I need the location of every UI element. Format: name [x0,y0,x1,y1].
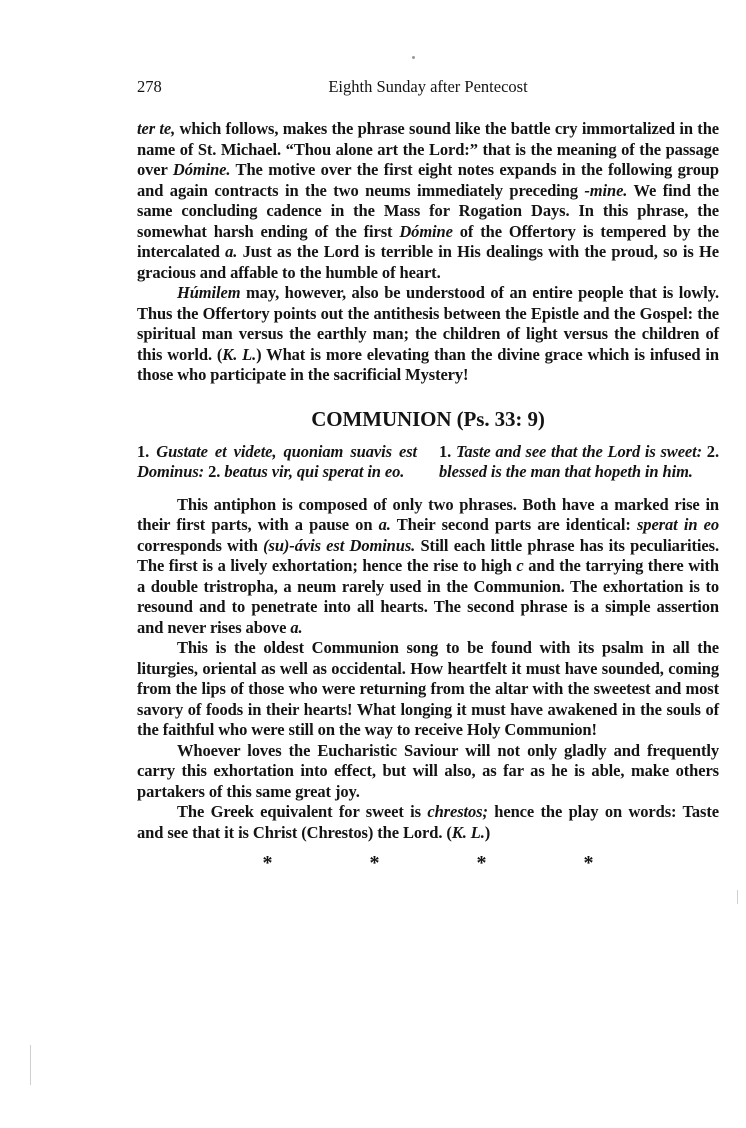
text-run: may, however, also be understood of an entire people that is lowly. Thus the Offertory points out the antithesis between the Epistle and the Gospel: the spiritual man versus the earthly man; the children of light versus the children of this world. ( [137,283,719,364]
latin-term: Dómine. [172,160,231,179]
latin-verse: beatus vir, qui sperat in eo. [224,462,405,481]
latin-term: (su)-ávis est Dominus. [263,535,416,555]
latin-term: ter te, [137,119,176,138]
scan-speck [412,56,415,59]
section-title [137,406,719,432]
section-separator: * * * * [262,852,640,874]
latin-term: Dómine [399,221,453,241]
english-column [439,442,719,483]
page-header [137,76,719,98]
text-run: of the Offertory is tempered by the intercalated [137,221,719,261]
text-run: Just as the Lord is terrible in His dealings with the proud, so is He gracious and affable to the humble of heart. [137,242,719,282]
english-verse: blessed is the man that hopeth in him. [439,462,693,481]
running-title: Eighth Sunday after Pentecost [328,77,528,96]
citation: K. L. [451,822,485,842]
page-number: 278 [137,77,162,96]
citation: K. L. [222,344,257,364]
paragraph-4: This is the oldest Communion song to be found with its psalm in all the liturgies, oriental as well as occidental. How heartfelt it must have sounded, coming from the lips of those who were returning from the altar with the sweetest and most savory of foods in their hearts! What longing it must have awakened in the souls of the faithful who were still on the way to receive Holy Communion! [137,638,719,739]
section-title-text: COMMUNION [311,406,452,431]
verse-number: 1. [137,441,150,461]
text-run: Still each little phrase has its peculiarities. The first is a lively exhortation; hence the rise to high [137,535,719,575]
paragraph-3 [137,495,719,639]
latin-term: Húmilem [177,283,241,302]
note-name: a. [225,242,238,261]
scan-edge-mark [737,890,738,904]
text-run: ) [484,822,491,842]
note-name: a. [378,515,391,534]
english-verse: Taste and see that the Lord is sweet: [455,441,703,461]
verse-number: 2. [706,441,719,461]
text-run: hence the play on words: Taste and see that it is Christ (Chrestos) the Lord. ( [137,802,719,842]
text-run: ) What is more elevating than the divine grace which is infused in those who participate in the sacrificial Mystery! [137,344,719,384]
text-run: The motive over the first eight notes expands in the following group and again contracts in the two neums immediately preceding [137,160,719,200]
body-text [137,119,719,874]
paragraph-1 [137,119,719,283]
verse-number: 2. [208,462,221,481]
paragraph-2 [137,283,719,386]
latin-column [137,442,417,483]
parallel-text [137,442,719,483]
text-run: We find the same concluding cadence in the Mass for Rogation Days. In this phrase, the somewhat harsh ending of the first [137,180,719,241]
note-name: c [516,556,524,575]
text-run: and the tarrying there with a double tristropha, a neum rarely used in the Communion. The exhortation is to resound and to penetrate into all hearts. The second phrase is a simple assertion and never rises above [137,556,720,637]
text-run: The Greek equivalent for sweet is [177,802,428,821]
text-run: This antiphon is composed of only two phrases. Both have a marked rise in their first parts, with a pause on [137,494,719,534]
greek-term: chrestos; [427,802,488,821]
latin-term: sperat in eo [636,515,720,534]
text-run: which follows, makes the phrase sound like the battle cry immortalized in the name of St. Michael. “Thou alone art the Lord:” that is the meaning of the passage over [137,119,719,179]
latin-verse: Gustate et videte, quoniam suavis est Dominus: [137,441,417,481]
paragraph-5: Whoever loves the Eucharistic Saviour will not only gladly and frequently carry this exhortation into effect, but will also, as far as he is able, make others partakers of this same great joy. [137,740,719,801]
verse-number: 1. [439,441,452,461]
note-name: a. [290,617,303,637]
latin-term: -mine. [584,180,628,200]
psalm-reference: (Ps. 33: 9) [456,406,545,431]
text-run: Their second parts are identical: [390,515,637,534]
scan-edge-mark [30,1045,31,1085]
paragraph-6 [137,802,719,843]
text-run: corresponds with [137,535,264,555]
